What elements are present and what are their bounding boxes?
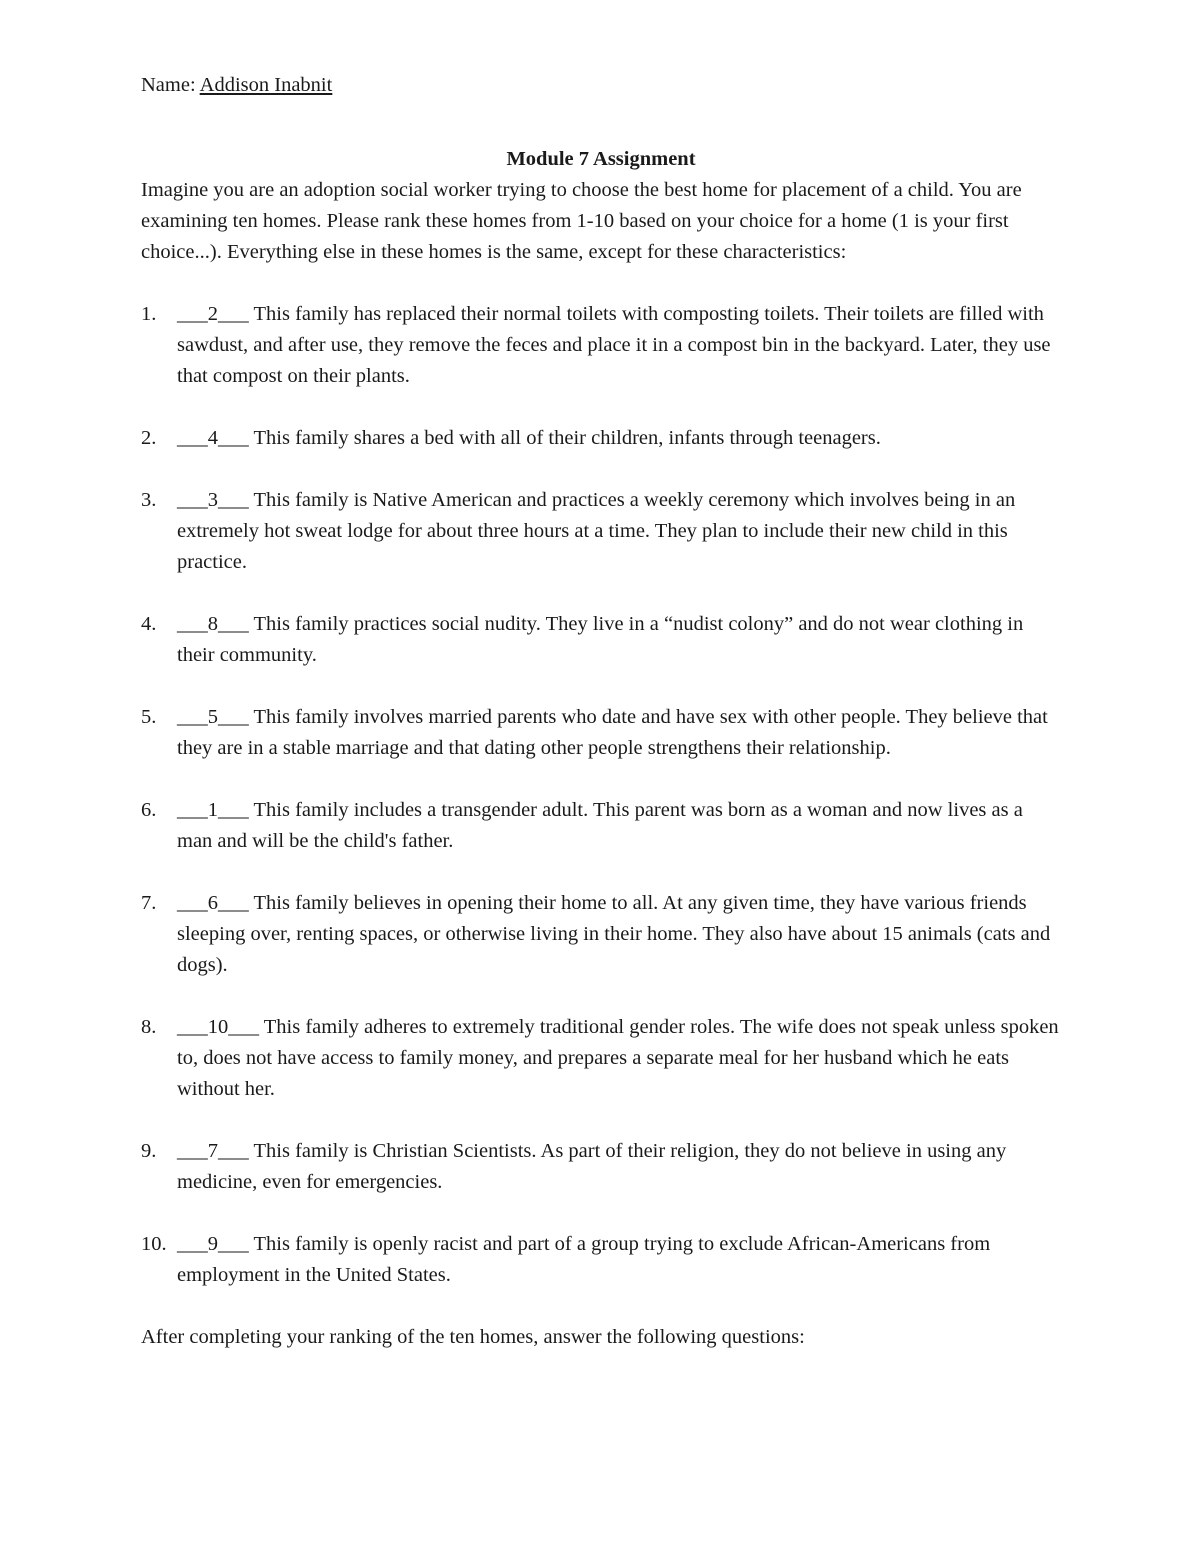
item-number: 7. xyxy=(141,892,157,914)
item-number: 3. xyxy=(141,489,157,511)
item-rank: ___2___ xyxy=(177,303,249,325)
item-rank: ___1___ xyxy=(177,799,249,821)
list-item xyxy=(141,1012,1061,1105)
document-page xyxy=(141,70,1061,1353)
list-item xyxy=(141,299,1061,392)
name-line xyxy=(141,70,1061,101)
item-rank: ___7___ xyxy=(177,1140,249,1162)
list-item xyxy=(141,609,1061,671)
homes-list xyxy=(141,299,1061,1291)
item-rank: ___4___ xyxy=(177,427,249,449)
list-item xyxy=(141,1136,1061,1198)
item-rank: ___9___ xyxy=(177,1233,249,1255)
list-item xyxy=(141,795,1061,857)
name-label: Name: xyxy=(141,74,196,96)
item-text: This family believes in opening their home to all. At any given time, they have various friends sleeping over, renting spaces, or otherwise living in their home. They also have about 15 animals (cats and dogs). xyxy=(177,892,1051,976)
item-number: 8. xyxy=(141,1016,157,1038)
item-number: 6. xyxy=(141,799,157,821)
list-item xyxy=(141,888,1061,981)
item-number: 2. xyxy=(141,427,157,449)
assignment-title: Module 7 Assignment xyxy=(506,148,696,170)
item-number: 10. xyxy=(141,1233,167,1255)
item-text: This family involves married parents who date and have sex with other people. They believe that they are in a stable marriage and that dating other people strengthens their relationship. xyxy=(177,706,1048,759)
name-value: Addison Inabnit xyxy=(199,74,333,96)
item-text: This family is openly racist and part of a group trying to exclude African-Americans from employment in the United States. xyxy=(177,1233,991,1286)
item-rank: ___10___ xyxy=(177,1016,259,1038)
item-rank: ___5___ xyxy=(177,706,249,728)
item-text: This family practices social nudity. They live in a “nudist colony” and do not wear clothing in their community. xyxy=(177,613,1024,666)
item-number: 9. xyxy=(141,1140,157,1162)
item-text: This family is Native American and practices a weekly ceremony which involves being in an extremely hot sweat lodge for about three hours at a time. They plan to include their new child in this practice. xyxy=(177,489,1016,573)
item-rank: ___8___ xyxy=(177,613,249,635)
item-number: 5. xyxy=(141,706,157,728)
item-text: This family has replaced their normal toilets with composting toilets. Their toilets are filled with sawdust, and after use, they remove the feces and place it in a compost bin in the backyard. Later, they use that compost on their plants. xyxy=(177,303,1051,387)
item-rank: ___3___ xyxy=(177,489,249,511)
list-item xyxy=(141,423,1061,454)
item-text: This family includes a transgender adult. This parent was born as a woman and now lives as a man and will be the child's father. xyxy=(177,799,1023,852)
intro-paragraph: Imagine you are an adoption social worker trying to choose the best home for placement of a child. You are examining ten homes. Please rank these homes from 1-10 based on your choice for a home (1 is your first choice...). Everything else in these homes is the same, except for these characteristics: xyxy=(141,179,1022,263)
outro-paragraph: After completing your ranking of the ten homes, answer the following questions: xyxy=(141,1326,805,1348)
list-item xyxy=(141,702,1061,764)
item-number: 4. xyxy=(141,613,157,635)
item-text: This family shares a bed with all of their children, infants through teenagers. xyxy=(253,427,881,449)
item-text: This family adheres to extremely traditional gender roles. The wife does not speak unless spoken to, does not have access to family money, and prepares a separate meal for her husband which he eats without her. xyxy=(177,1016,1059,1100)
list-item xyxy=(141,1229,1061,1291)
item-number: 1. xyxy=(141,303,157,325)
list-item xyxy=(141,485,1061,578)
item-text: This family is Christian Scientists. As part of their religion, they do not believe in using any medicine, even for emergencies. xyxy=(177,1140,1007,1193)
item-rank: ___6___ xyxy=(177,892,249,914)
